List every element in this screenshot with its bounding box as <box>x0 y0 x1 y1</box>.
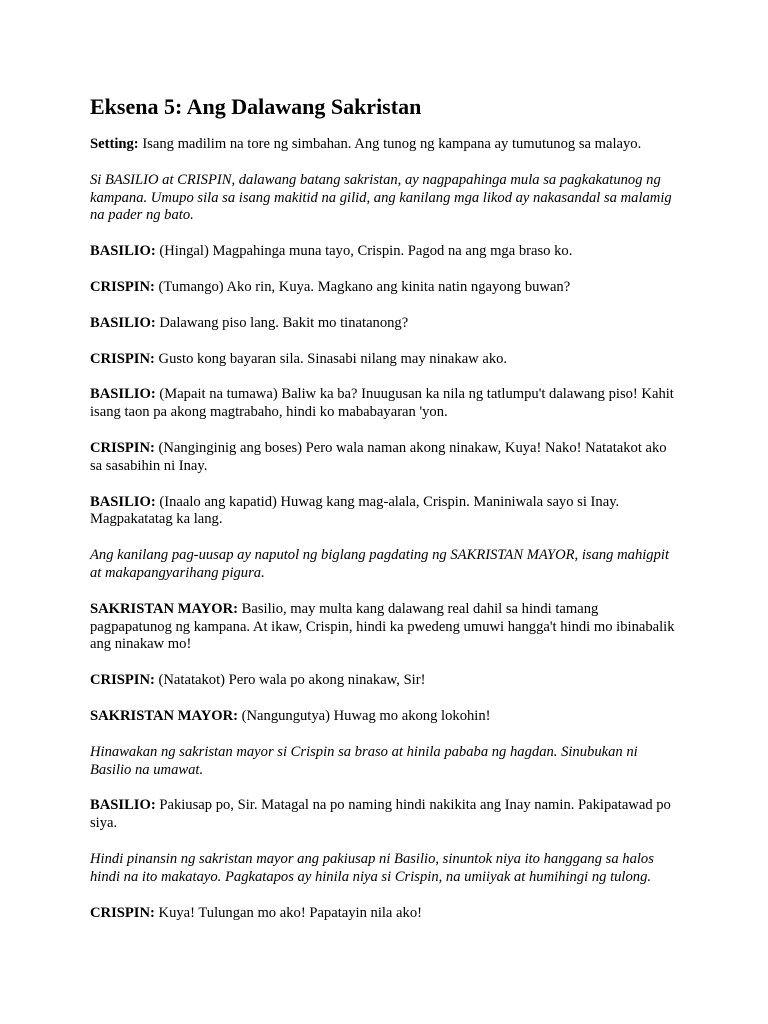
speaker-label: SAKRISTAN MAYOR: <box>90 707 238 724</box>
speaker-label: BASILIO: <box>90 493 156 510</box>
speaker-label: Setting: <box>90 136 139 152</box>
dialogue-text: (Natatakot) Pero wala po akong ninakaw, Sir! <box>158 672 426 689</box>
dialogue-text: Isang madilim na tore ng simbahan. Ang tunog ng kampana ay tumutunog sa malayo. <box>142 136 642 152</box>
stage-direction: Hinawakan ng sakristan mayor si Crispin sa braso at hinila pababa ng hagdan. Sinubukan ni Basilio na umawat. <box>90 743 638 778</box>
dialogue-text: (Nanginginig ang boses) Pero wala naman akong ninakaw, Kuya! Nako! Natatakot ako sa sasabihin ni Inay. <box>90 439 667 474</box>
speaker-label: CRISPIN: <box>90 439 155 456</box>
dialogue-line <box>90 708 680 726</box>
speaker-label: BASILIO: <box>90 386 156 403</box>
dialogue-text: (Hingal) Magpahinga muna tayo, Crispin. Pagod na ang mga braso ko. <box>159 243 573 260</box>
dialogue-line <box>90 351 680 369</box>
dialogue-line <box>90 279 680 297</box>
scene-title: Eksena 5: Ang Dalawang Sakristan <box>90 94 422 119</box>
dialogue-text: (Nangungutya) Huwag mo akong lokohin! <box>241 707 491 724</box>
speaker-label: CRISPIN: <box>90 672 155 689</box>
speaker-label: BASILIO: <box>90 797 156 814</box>
dialogue-text: Dalawang piso lang. Bakit mo tinatanong? <box>159 314 409 331</box>
speaker-label: SAKRISTAN MAYOR: <box>90 600 238 617</box>
speaker-label: BASILIO: <box>90 243 156 260</box>
dialogue-line <box>90 386 680 422</box>
dialogue-text: Basilio, may multa kang dalawang real dahil sa hindi tamang pagpapatunog ng kampana. At ikaw, Crispin, hindi ka pwedeng umuwi hangga't hindi mo ibinabalik ang ninakaw mo! <box>90 600 675 653</box>
dialogue-line <box>90 243 680 261</box>
dialogue-text: Kuya! Tulungan mo ako! Papatayin nila ako! <box>158 904 422 921</box>
dialogue-text: (Tumango) Ako rin, Kuya. Magkano ang kinita natin ngayong buwan? <box>158 278 571 295</box>
dialogue-text: (Inaalo ang kapatid) Huwag kang mag-alala, Crispin. Maniniwala sayo si Inay. Magpakatatag ka lang. <box>90 493 620 528</box>
dialogue-line <box>90 494 680 530</box>
dialogue-text: (Mapait na tumawa) Baliw ka ba? Inuugusan ka nila ng tatlumpu't dalawang piso! Kahit isang taon pa akong magtrabaho, hindi ko mababayaran 'yon. <box>90 386 674 421</box>
dialogue-line <box>90 672 680 690</box>
speaker-label: CRISPIN: <box>90 904 155 921</box>
stage-direction: Si BASILIO at CRISPIN, dalawang batang sakristan, ay nagpapahinga mula sa pagkakatunog ng kampana. Umupo sila sa isang makitid na gilid, ang kanilang mga likod ay nakasandal sa malamig na pader ng bato. <box>90 171 672 224</box>
speaker-label: BASILIO: <box>90 314 156 331</box>
setting-line <box>90 136 680 154</box>
stage-direction: Ang kanilang pag-uusap ay naputol ng biglang pagdating ng SAKRISTAN MAYOR, isang mahigpit at makapangyarihang pigura. <box>90 547 670 581</box>
dialogue-line <box>90 440 680 476</box>
stage-direction: Hindi pinansin ng sakristan mayor ang pakiusap ni Basilio, sinuntok niya ito hanggang sa halos hindi na ito makatayo. Pagkatapos ay hinila niya si Crispin, na umiiyak at humihingi ng tulong. <box>90 850 654 885</box>
script-page <box>90 92 680 940</box>
dialogue-line <box>90 315 680 333</box>
dialogue-text: Pakiusap po, Sir. Matagal na po naming hindi nakikita ang Inay namin. Pakipatawad po siya. <box>90 797 671 832</box>
speaker-label: CRISPIN: <box>90 350 155 367</box>
dialogue-line <box>90 797 680 833</box>
dialogue-text: Gusto kong bayaran sila. Sinasabi nilang may ninakaw ako. <box>158 350 508 367</box>
dialogue-line <box>90 601 680 654</box>
speaker-label: CRISPIN: <box>90 278 155 295</box>
dialogue-line <box>90 905 680 923</box>
